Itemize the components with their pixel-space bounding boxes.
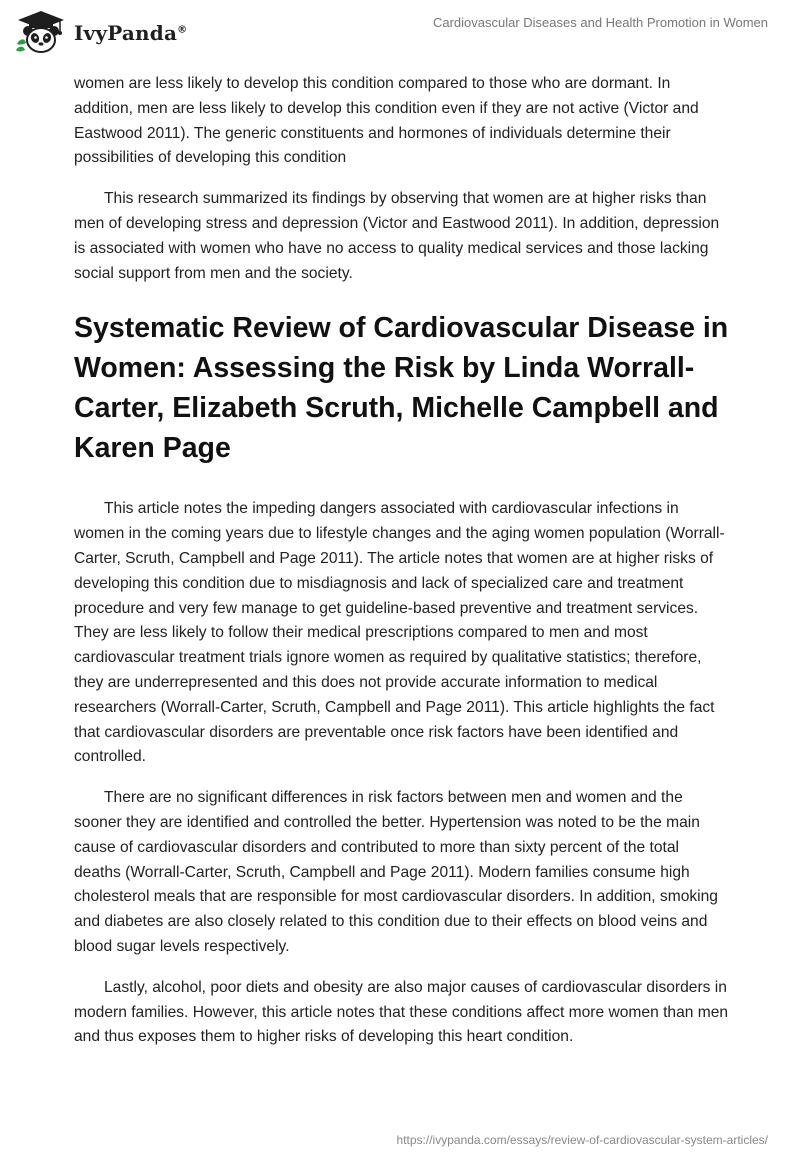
paragraph: There are no significant differences in risk factors between men and women and the sooner they are identified and controlled the better. Hypertension was noted to be the main cause of cardiovascular disorders and contributed to more than sixty percent of the total deaths (Worrall-Carter, Scruth, Campbell and Page 2011). Modern families consume high cholesterol meals that are responsible for most cardiovascular disorders. In addition, smoking and diabetes are also closely related to this condition due to their effects on blood veins and blood sugar levels respectively. (74, 789, 718, 955)
logo-name: IvyPanda (74, 21, 178, 45)
registered-mark: ® (177, 24, 188, 36)
paragraph: This article notes the impeding dangers associated with cardiovascular infections in women in the coming years due to lifestyle changes and the aging women population (Worrall-Carter, Scruth, Campbell and Page 2011). The article notes that women are at higher risks of developing this condition due to misdiagnosis and lack of specialized care and treatment procedure and very few manage to get guideline-based preventive and treatment services. They are less likely to follow their medical prescriptions compared to men and most cardiovascular treatment trials ignore women as required by qualitative statistics; therefore, they are underrepresented and this does not provide accurate information to medical researchers (Worrall-Carter, Scruth, Campbell and Page 2011). This article highlights the fact that cardiovascular disorders are preventable once risk factors have been identified and controlled. (74, 500, 725, 766)
article-body (74, 72, 730, 1066)
paragraph: This research summarized its findings by observing that women are at higher risks than men of developing stress and depression (Victor and Eastwood 2011). In addition, depression is associated with women who have no access to quality medical services and those lacking social support from men and the society. (74, 190, 720, 282)
section-heading: Systematic Review of Cardiovascular Disease in Women: Assessing the Risk by Linda Worrall-Carter, Elizabeth Scruth, Michelle Campbell and Karen Page (74, 312, 729, 465)
source-url[interactable]: https://ivypanda.com/essays/review-of-cardiovascular-system-articles/ (396, 1133, 768, 1147)
logo-wordmark (74, 21, 187, 45)
paragraph-continuation: women are less likely to develop this condition compared to those who are dormant. In addition, men are less likely to develop this condition even if they are not active (Victor and Eastwood 2011). The generic constituents and hormones of individuals determine their possibilities of developing this condition (74, 75, 699, 167)
document-title: Cardiovascular Diseases and Health Promotion in Women (432, 15, 768, 30)
panda-graduation-cap-icon (14, 10, 68, 54)
paragraph: Lastly, alcohol, poor diets and obesity are also major causes of cardiovascular disorders in modern families. However, this article notes that these conditions affect more women than men and thus exposes them to higher risks of developing this heart condition. (74, 978, 729, 1046)
page-header (0, 0, 800, 60)
ivypanda-logo[interactable] (14, 10, 187, 54)
